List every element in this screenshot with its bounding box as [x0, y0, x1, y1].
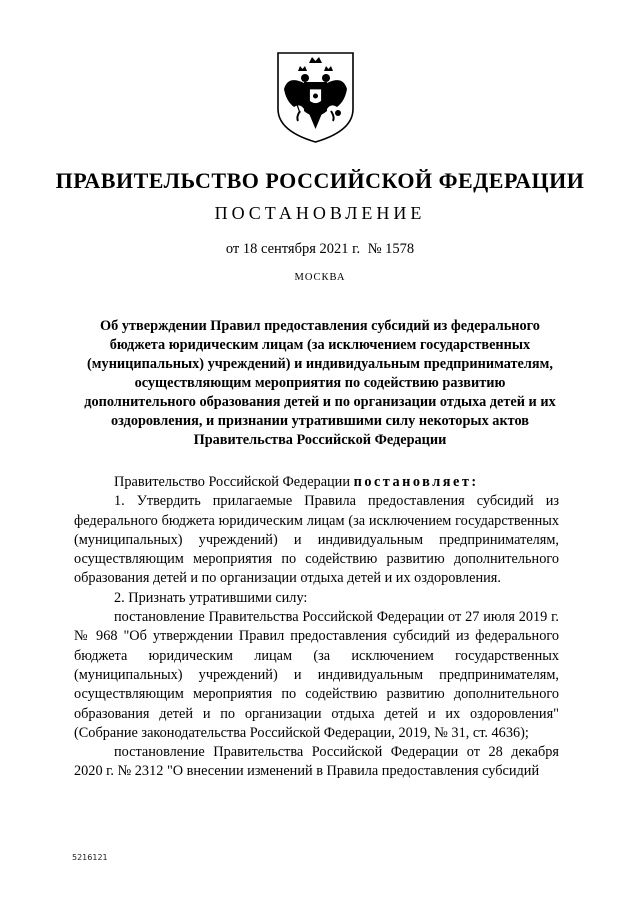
- paragraph-4: постановление Правительства Российской Федерации от 28 декабря 2020 г. № 2312 "О внесении изменений в Правила предоставления субсидий: [74, 744, 559, 780]
- coat-of-arms-icon: [274, 49, 357, 145]
- organization-name: ПРАВИТЕЛЬСТВО РОССИЙСКОЙ ФЕДЕРАЦИИ: [55, 168, 585, 193]
- document-date: от 18 сентября 2021 г.: [225, 241, 361, 257]
- preamble-text: Правительство Российской Федерации: [114, 474, 350, 490]
- paragraph-2: 2. Признать утратившими силу:: [114, 589, 308, 606]
- preamble-paragraph: [74, 473, 559, 492]
- document-number: № 1578: [367, 241, 415, 257]
- resolves-word: постановляет:: [353, 474, 479, 490]
- document-title: Об утверждении Правил предоставления субсидий из федерального бюджета юридическим лицам (за исключением государственных (муниципальных) учреждений) и индивидуальным предпринимателям, осуществляющим мероприятия по содействию развитию дополнительного образования детей и по организации отдыха детей и их оздоровления, и признании утратившими силу некоторых актов Правительства Российской Федерации: [84, 318, 556, 448]
- paragraph-1: 1. Утвердить прилагаемые Правила предоставления субсидий из федерального бюджета юридическим лицам (за исключением государственных (муниципальных) учреждений) и индивидуальным предпринимателям, осуществляющим мероприятия по содействию развитию дополнительного образования детей и по организации отдыха детей и их оздоровления.: [74, 493, 559, 587]
- document-date-line: [0, 241, 640, 258]
- paragraph-3: постановление Правительства Российской Федерации от 27 июля 2019 г. № 968 "Об утверждении Правил предоставления субсидий из федерального бюджета юридическим лицам (за исключением государственных (муниципальных) учреждений) и индивидуальным предпринимателям, осуществляющим мероприятия по содействию развитию дополнительного образования детей и по организации отдыха детей и их оздоровления" (Собрание законодательства Российской Федерации, 2019, № 31, ст. 4636);: [74, 609, 559, 741]
- document-type: ПОСТАНОВЛЕНИЕ: [214, 203, 426, 223]
- footer-code: 5216121: [72, 853, 108, 862]
- document-body: [74, 473, 559, 782]
- document-city: МОСКВА: [294, 272, 346, 283]
